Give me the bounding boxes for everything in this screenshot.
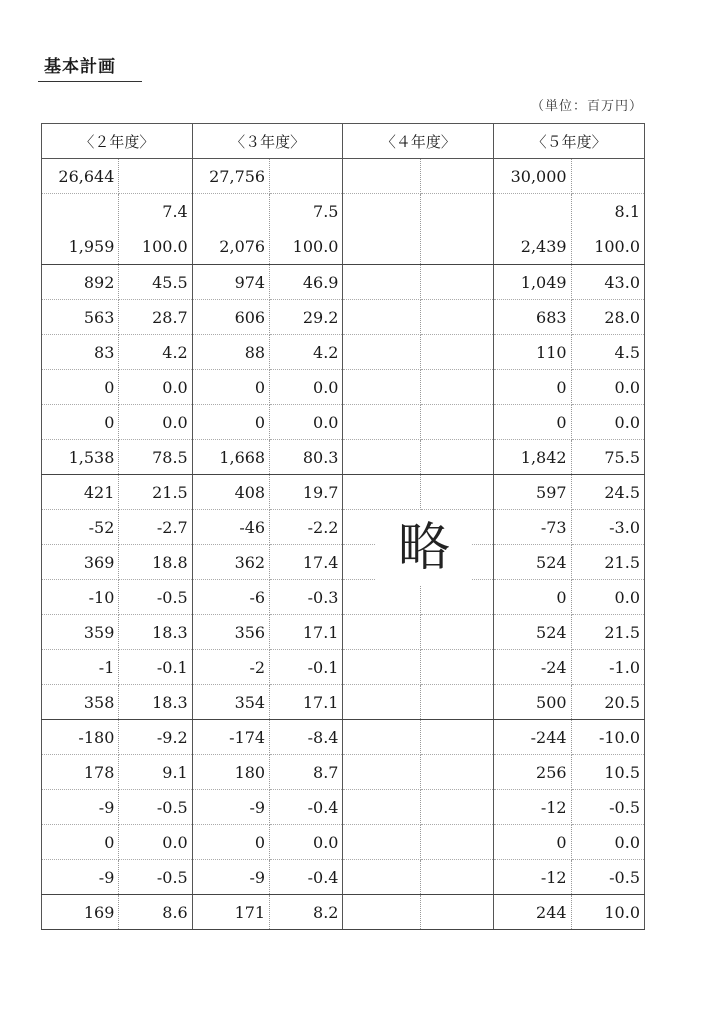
table-cell bbox=[343, 860, 420, 895]
table-cell bbox=[343, 159, 420, 194]
table-cell: 1,538 bbox=[42, 440, 119, 475]
table-cell: -24 bbox=[494, 650, 571, 685]
table-cell: 171 bbox=[192, 895, 269, 930]
table-row bbox=[42, 159, 645, 194]
table-cell: -0.1 bbox=[119, 650, 192, 685]
table-cell bbox=[343, 440, 420, 475]
table-cell bbox=[343, 755, 420, 790]
header-year-3: 〈３年度〉 bbox=[192, 124, 343, 159]
table-cell: 0.0 bbox=[119, 825, 192, 860]
table-cell: 500 bbox=[494, 685, 571, 720]
table-cell: 354 bbox=[192, 685, 269, 720]
table-cell bbox=[420, 440, 493, 475]
table-cell: 0 bbox=[42, 825, 119, 860]
table-row bbox=[42, 300, 645, 335]
table-cell: -12 bbox=[494, 860, 571, 895]
table-cell: -12 bbox=[494, 790, 571, 825]
table-cell: -10 bbox=[42, 580, 119, 615]
table-cell: 0 bbox=[42, 370, 119, 405]
table-cell: 4.2 bbox=[119, 335, 192, 370]
table-cell: -0.5 bbox=[119, 580, 192, 615]
table-cell: 75.5 bbox=[571, 440, 644, 475]
cell-upper-value bbox=[494, 194, 566, 229]
table-cell: 8.2 bbox=[270, 895, 343, 930]
table-cell: 0 bbox=[494, 405, 571, 440]
omitted-mark: 略 bbox=[376, 510, 472, 586]
table-cell bbox=[420, 335, 493, 370]
table-cell: 358 bbox=[42, 685, 119, 720]
table-cell: 21.5 bbox=[571, 615, 644, 650]
table-cell: 356 bbox=[192, 615, 269, 650]
table-row bbox=[42, 440, 645, 475]
table-cell: 28.7 bbox=[119, 300, 192, 335]
table-cell: 0 bbox=[494, 370, 571, 405]
table-cell: 26,644 bbox=[42, 159, 119, 194]
cell-lower-value: 100.0 bbox=[141, 237, 188, 256]
table-cell: 524 bbox=[494, 615, 571, 650]
table-cell: -3.0 bbox=[571, 510, 644, 545]
table-cell: 974 bbox=[192, 265, 269, 300]
table-cell: -0.4 bbox=[270, 860, 343, 895]
table-row bbox=[42, 720, 645, 755]
table-cell: 18.8 bbox=[119, 545, 192, 580]
table-cell bbox=[343, 265, 420, 300]
table-cell bbox=[42, 194, 119, 265]
cell-lower-value: 2,439 bbox=[520, 237, 567, 256]
table-cell: 597 bbox=[494, 475, 571, 510]
table-row bbox=[42, 510, 645, 545]
table-cell: 0 bbox=[192, 405, 269, 440]
table-cell bbox=[343, 405, 420, 440]
table-cell bbox=[420, 370, 493, 405]
table-cell: 0 bbox=[192, 370, 269, 405]
table-cell: -0.5 bbox=[119, 790, 192, 825]
table-cell: -0.3 bbox=[270, 580, 343, 615]
cell-upper-value bbox=[421, 194, 489, 229]
table-cell: 1,049 bbox=[494, 265, 571, 300]
table-cell bbox=[420, 720, 493, 755]
table-cell: 110 bbox=[494, 335, 571, 370]
table-cell: 10.0 bbox=[571, 895, 644, 930]
table-cell: -1 bbox=[42, 650, 119, 685]
table-cell: -6 bbox=[192, 580, 269, 615]
table-cell: 21.5 bbox=[119, 475, 192, 510]
cell-lower-value: 2,076 bbox=[219, 237, 266, 256]
table-cell: -174 bbox=[192, 720, 269, 755]
table-row bbox=[42, 825, 645, 860]
table-cell: -9 bbox=[192, 790, 269, 825]
table-row bbox=[42, 545, 645, 580]
table-cell: 362 bbox=[192, 545, 269, 580]
table-cell bbox=[343, 895, 420, 930]
cell-upper-value: 7.4 bbox=[162, 202, 188, 221]
table-cell bbox=[420, 825, 493, 860]
table-cell: -46 bbox=[192, 510, 269, 545]
table-cell: 88 bbox=[192, 335, 269, 370]
table-cell: 0 bbox=[494, 825, 571, 860]
table-cell: -0.5 bbox=[571, 860, 644, 895]
table-cell: 178 bbox=[42, 755, 119, 790]
table-cell: -52 bbox=[42, 510, 119, 545]
table-cell: 0 bbox=[42, 405, 119, 440]
cell-lower-value bbox=[343, 229, 415, 264]
table-cell bbox=[192, 194, 269, 265]
table-cell bbox=[420, 300, 493, 335]
table-cell: -244 bbox=[494, 720, 571, 755]
table-row bbox=[42, 370, 645, 405]
table-cell bbox=[119, 194, 192, 265]
table-cell: -10.0 bbox=[571, 720, 644, 755]
table-cell bbox=[343, 650, 420, 685]
table-cell: 0.0 bbox=[270, 370, 343, 405]
table-row bbox=[42, 265, 645, 300]
table-row bbox=[42, 650, 645, 685]
table-cell bbox=[343, 825, 420, 860]
table-row bbox=[42, 335, 645, 370]
table-cell bbox=[420, 194, 493, 265]
table-cell: 0.0 bbox=[571, 370, 644, 405]
table-cell: 0 bbox=[192, 825, 269, 860]
table-cell bbox=[420, 755, 493, 790]
table-cell bbox=[270, 194, 343, 265]
table-cell: 0 bbox=[494, 580, 571, 615]
table-cell bbox=[343, 335, 420, 370]
table-cell: 359 bbox=[42, 615, 119, 650]
cell-lower-value: 100.0 bbox=[594, 237, 640, 256]
table-cell bbox=[420, 895, 493, 930]
table-cell: 421 bbox=[42, 475, 119, 510]
table-cell: 8.6 bbox=[119, 895, 192, 930]
table-cell: 18.3 bbox=[119, 615, 192, 650]
table-cell bbox=[420, 650, 493, 685]
cell-lower-value: 1,959 bbox=[68, 237, 115, 256]
table-row bbox=[42, 475, 645, 510]
table-cell bbox=[571, 159, 644, 194]
table-cell bbox=[343, 370, 420, 405]
table-cell: 180 bbox=[192, 755, 269, 790]
table-cell bbox=[420, 475, 493, 510]
table-cell: 9.1 bbox=[119, 755, 192, 790]
header-year-5: 〈５年度〉 bbox=[494, 124, 645, 159]
table-cell: 244 bbox=[494, 895, 571, 930]
cell-lower-value: 100.0 bbox=[292, 237, 339, 256]
table-cell: 29.2 bbox=[270, 300, 343, 335]
table-cell: -9 bbox=[192, 860, 269, 895]
table-cell: 24.5 bbox=[571, 475, 644, 510]
table-row bbox=[42, 755, 645, 790]
table-cell: -9.2 bbox=[119, 720, 192, 755]
table-cell: -2.2 bbox=[270, 510, 343, 545]
table-cell: 256 bbox=[494, 755, 571, 790]
table-cell: -2.7 bbox=[119, 510, 192, 545]
page-title: 基本計画 bbox=[44, 57, 116, 77]
table-cell: -0.4 bbox=[270, 790, 343, 825]
table-cell: 408 bbox=[192, 475, 269, 510]
title-underline bbox=[38, 81, 142, 82]
table-cell: 892 bbox=[42, 265, 119, 300]
table-row bbox=[42, 615, 645, 650]
table-cell bbox=[494, 194, 571, 265]
table-cell: 28.0 bbox=[571, 300, 644, 335]
unit-label: （単位：百万円） bbox=[530, 99, 643, 114]
table-cell: -0.1 bbox=[270, 650, 343, 685]
table-row bbox=[42, 895, 645, 930]
table-cell: 524 bbox=[494, 545, 571, 580]
table-cell: 10.5 bbox=[571, 755, 644, 790]
table-cell: 0.0 bbox=[571, 405, 644, 440]
table-cell: 4.2 bbox=[270, 335, 343, 370]
table-cell bbox=[420, 860, 493, 895]
table-cell: 46.9 bbox=[270, 265, 343, 300]
table-cell bbox=[420, 790, 493, 825]
cell-upper-value: 8.1 bbox=[614, 202, 640, 221]
cell-upper-value bbox=[343, 194, 415, 229]
table-cell: 30,000 bbox=[494, 159, 571, 194]
table-cell: 17.1 bbox=[270, 685, 343, 720]
table-cell bbox=[420, 159, 493, 194]
table-cell: 80.3 bbox=[270, 440, 343, 475]
table-cell: 20.5 bbox=[571, 685, 644, 720]
table-body bbox=[42, 159, 645, 930]
table-cell bbox=[343, 790, 420, 825]
table-cell bbox=[270, 159, 343, 194]
cell-upper-value bbox=[193, 194, 265, 229]
table-row bbox=[42, 685, 645, 720]
table-cell: -8.4 bbox=[270, 720, 343, 755]
table-cell: 17.1 bbox=[270, 615, 343, 650]
table-cell: 1,668 bbox=[192, 440, 269, 475]
table-row bbox=[42, 790, 645, 825]
table-cell: 683 bbox=[494, 300, 571, 335]
table-cell: 1,842 bbox=[494, 440, 571, 475]
table-cell: 8.7 bbox=[270, 755, 343, 790]
table-cell: 17.4 bbox=[270, 545, 343, 580]
plan-table bbox=[41, 123, 645, 930]
table-cell: 563 bbox=[42, 300, 119, 335]
table-cell: 19.7 bbox=[270, 475, 343, 510]
table-cell: -1.0 bbox=[571, 650, 644, 685]
cell-upper-value: 7.5 bbox=[313, 202, 339, 221]
table-cell bbox=[420, 265, 493, 300]
cell-upper-value bbox=[42, 194, 114, 229]
table-cell: 43.0 bbox=[571, 265, 644, 300]
table-cell: 4.5 bbox=[571, 335, 644, 370]
table-cell bbox=[420, 685, 493, 720]
table-cell: 0.0 bbox=[270, 405, 343, 440]
table-cell bbox=[343, 194, 420, 265]
table-cell: -0.5 bbox=[571, 790, 644, 825]
table-cell bbox=[343, 475, 420, 510]
table-cell: -180 bbox=[42, 720, 119, 755]
table-cell bbox=[420, 615, 493, 650]
table-cell: -73 bbox=[494, 510, 571, 545]
header-row bbox=[42, 124, 645, 159]
table-cell: 27,756 bbox=[192, 159, 269, 194]
table-cell: 83 bbox=[42, 335, 119, 370]
table-cell: 18.3 bbox=[119, 685, 192, 720]
table-cell: 0.0 bbox=[119, 405, 192, 440]
table-cell: 78.5 bbox=[119, 440, 192, 475]
header-year-4: 〈４年度〉 bbox=[343, 124, 494, 159]
table-cell bbox=[343, 720, 420, 755]
table-cell: 606 bbox=[192, 300, 269, 335]
table-row bbox=[42, 580, 645, 615]
table-cell: 0.0 bbox=[571, 825, 644, 860]
table-cell: 369 bbox=[42, 545, 119, 580]
table-row bbox=[42, 405, 645, 440]
table-cell: -2 bbox=[192, 650, 269, 685]
table-cell: 0.0 bbox=[119, 370, 192, 405]
table-cell: 169 bbox=[42, 895, 119, 930]
table-cell: 0.0 bbox=[571, 580, 644, 615]
table-cell bbox=[343, 300, 420, 335]
table-cell bbox=[571, 194, 644, 265]
table-cell: 0.0 bbox=[270, 825, 343, 860]
table-cell: -9 bbox=[42, 860, 119, 895]
table-row bbox=[42, 194, 645, 265]
table-cell bbox=[420, 405, 493, 440]
table-cell: -0.5 bbox=[119, 860, 192, 895]
header-year-2: 〈２年度〉 bbox=[42, 124, 193, 159]
table-cell bbox=[343, 685, 420, 720]
table-cell bbox=[119, 159, 192, 194]
cell-lower-value bbox=[421, 229, 489, 264]
table-cell: 21.5 bbox=[571, 545, 644, 580]
table-cell bbox=[343, 615, 420, 650]
table-row bbox=[42, 860, 645, 895]
table-cell: -9 bbox=[42, 790, 119, 825]
table-cell: 45.5 bbox=[119, 265, 192, 300]
